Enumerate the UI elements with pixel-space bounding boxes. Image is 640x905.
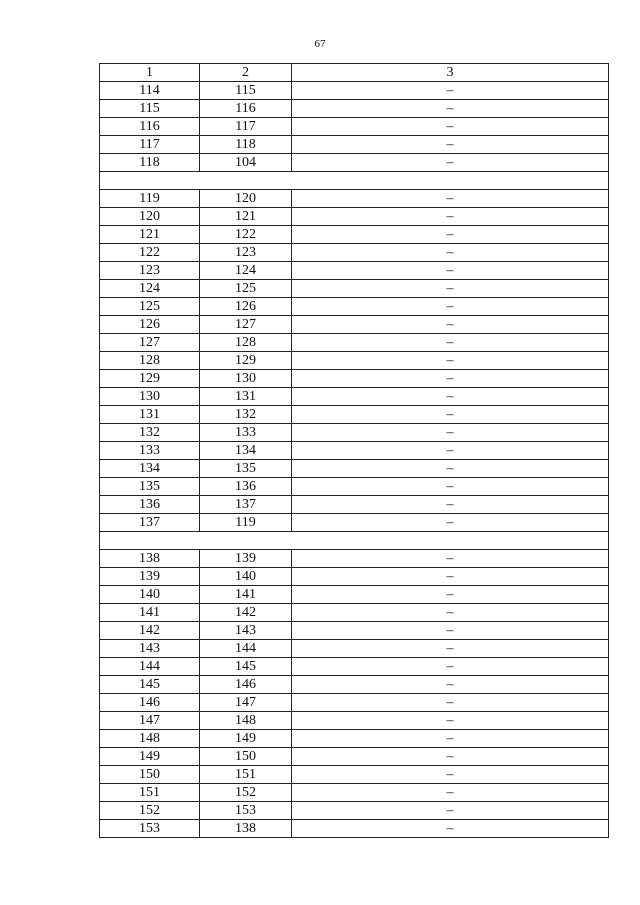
table-cell-col-3: – xyxy=(292,604,609,622)
table-cell-col-3: – xyxy=(292,694,609,712)
table-cell-col-1: 150 xyxy=(100,766,200,784)
table-body xyxy=(100,64,609,838)
table-cell-col-2: 144 xyxy=(200,640,292,658)
table-cell-col-1: 122 xyxy=(100,244,200,262)
table-row xyxy=(100,406,609,424)
table-cell-col-3: – xyxy=(292,226,609,244)
table-row xyxy=(100,154,609,172)
table-cell-col-3: – xyxy=(292,622,609,640)
table-cell-col-3: – xyxy=(292,730,609,748)
table-row xyxy=(100,334,609,352)
table-cell-col-2: 132 xyxy=(200,406,292,424)
column-header-3: 3 xyxy=(292,64,609,82)
table-cell-col-2: 141 xyxy=(200,586,292,604)
table-row xyxy=(100,676,609,694)
table-cell-col-3: – xyxy=(292,406,609,424)
table-cell-col-3: – xyxy=(292,568,609,586)
table-cell-col-3: – xyxy=(292,586,609,604)
table-row xyxy=(100,352,609,370)
table-cell-col-1: 117 xyxy=(100,136,200,154)
table-row xyxy=(100,568,609,586)
separator-cell xyxy=(100,532,609,550)
table-cell-col-2: 133 xyxy=(200,424,292,442)
table-cell-col-3: – xyxy=(292,802,609,820)
table-cell-col-1: 144 xyxy=(100,658,200,676)
table-cell-col-3: – xyxy=(292,388,609,406)
table-cell-col-2: 150 xyxy=(200,748,292,766)
table-cell-col-1: 126 xyxy=(100,316,200,334)
table-cell-col-1: 120 xyxy=(100,208,200,226)
table-cell-col-2: 139 xyxy=(200,550,292,568)
table-cell-col-2: 115 xyxy=(200,82,292,100)
table-cell-col-1: 142 xyxy=(100,622,200,640)
table-row xyxy=(100,784,609,802)
table-cell-col-2: 128 xyxy=(200,334,292,352)
table-row xyxy=(100,208,609,226)
table-row xyxy=(100,478,609,496)
table-cell-col-2: 122 xyxy=(200,226,292,244)
table-row xyxy=(100,514,609,532)
table-row xyxy=(100,802,609,820)
table-cell-col-2: 117 xyxy=(200,118,292,136)
table-row xyxy=(100,370,609,388)
table-cell-col-2: 123 xyxy=(200,244,292,262)
table-cell-col-2: 121 xyxy=(200,208,292,226)
table-cell-col-1: 130 xyxy=(100,388,200,406)
table-cell-col-3: – xyxy=(292,262,609,280)
table-cell-col-3: – xyxy=(292,640,609,658)
table-cell-col-3: – xyxy=(292,136,609,154)
table-cell-col-2: 127 xyxy=(200,316,292,334)
table-cell-col-2: 104 xyxy=(200,154,292,172)
table-cell-col-2: 116 xyxy=(200,100,292,118)
table-cell-col-2: 136 xyxy=(200,478,292,496)
table-cell-col-1: 151 xyxy=(100,784,200,802)
table-cell-col-2: 124 xyxy=(200,262,292,280)
table-row xyxy=(100,622,609,640)
table-cell-col-1: 118 xyxy=(100,154,200,172)
table-cell-col-2: 147 xyxy=(200,694,292,712)
table-cell-col-2: 119 xyxy=(200,514,292,532)
table-cell-col-3: – xyxy=(292,82,609,100)
table-cell-col-1: 129 xyxy=(100,370,200,388)
table-cell-col-1: 114 xyxy=(100,82,200,100)
table-cell-col-1: 152 xyxy=(100,802,200,820)
table-row xyxy=(100,190,609,208)
table-cell-col-1: 140 xyxy=(100,586,200,604)
table-cell-col-2: 126 xyxy=(200,298,292,316)
table-cell-col-2: 140 xyxy=(200,568,292,586)
table-cell-col-2: 146 xyxy=(200,676,292,694)
table-cell-col-3: – xyxy=(292,334,609,352)
table-row xyxy=(100,820,609,838)
table-row xyxy=(100,298,609,316)
table-row xyxy=(100,460,609,478)
column-header-2: 2 xyxy=(200,64,292,82)
table-row xyxy=(100,280,609,298)
table-cell-col-1: 139 xyxy=(100,568,200,586)
table-row xyxy=(100,244,609,262)
table-cell-col-3: – xyxy=(292,424,609,442)
table-cell-col-1: 128 xyxy=(100,352,200,370)
table-row xyxy=(100,82,609,100)
table-cell-col-1: 149 xyxy=(100,748,200,766)
table-row xyxy=(100,442,609,460)
separator-cell xyxy=(100,172,609,190)
table-row xyxy=(100,388,609,406)
table-cell-col-1: 138 xyxy=(100,550,200,568)
table-cell-col-1: 133 xyxy=(100,442,200,460)
table-header-row xyxy=(100,64,609,82)
table-cell-col-2: 149 xyxy=(200,730,292,748)
table-cell-col-2: 151 xyxy=(200,766,292,784)
table-cell-col-2: 143 xyxy=(200,622,292,640)
table-cell-col-1: 136 xyxy=(100,496,200,514)
table-cell-col-3: – xyxy=(292,712,609,730)
table-cell-col-3: – xyxy=(292,748,609,766)
table-cell-col-3: – xyxy=(292,478,609,496)
table-cell-col-3: – xyxy=(292,820,609,838)
table-row xyxy=(100,730,609,748)
table-cell-col-3: – xyxy=(292,784,609,802)
table-cell-col-3: – xyxy=(292,442,609,460)
table-row xyxy=(100,748,609,766)
table-row xyxy=(100,316,609,334)
table-cell-col-1: 153 xyxy=(100,820,200,838)
table-cell-col-1: 115 xyxy=(100,100,200,118)
table-cell-col-2: 135 xyxy=(200,460,292,478)
table-row xyxy=(100,226,609,244)
column-header-1: 1 xyxy=(100,64,200,82)
page-number: 67 xyxy=(314,38,326,50)
table-cell-col-2: 130 xyxy=(200,370,292,388)
table-cell-col-2: 153 xyxy=(200,802,292,820)
table-row xyxy=(100,604,609,622)
table-cell-col-3: – xyxy=(292,676,609,694)
table-cell-col-2: 129 xyxy=(200,352,292,370)
table-cell-col-2: 120 xyxy=(200,190,292,208)
table-cell-col-2: 148 xyxy=(200,712,292,730)
table-cell-col-1: 116 xyxy=(100,118,200,136)
table-cell-col-1: 124 xyxy=(100,280,200,298)
table-cell-col-2: 138 xyxy=(200,820,292,838)
table-cell-col-3: – xyxy=(292,298,609,316)
table-cell-col-2: 118 xyxy=(200,136,292,154)
table-cell-col-3: – xyxy=(292,352,609,370)
table-cell-col-1: 148 xyxy=(100,730,200,748)
table-cell-col-3: – xyxy=(292,460,609,478)
table-cell-col-1: 147 xyxy=(100,712,200,730)
table-cell-col-2: 145 xyxy=(200,658,292,676)
table-row xyxy=(100,118,609,136)
table-cell-col-2: 142 xyxy=(200,604,292,622)
table-row xyxy=(100,766,609,784)
table-cell-col-3: – xyxy=(292,766,609,784)
table-row xyxy=(100,694,609,712)
table-cell-col-3: – xyxy=(292,658,609,676)
table-cell-col-3: – xyxy=(292,244,609,262)
table-cell-col-3: – xyxy=(292,100,609,118)
table-row xyxy=(100,496,609,514)
table-cell-col-1: 132 xyxy=(100,424,200,442)
table-row xyxy=(100,262,609,280)
table-cell-col-2: 125 xyxy=(200,280,292,298)
table-cell-col-2: 152 xyxy=(200,784,292,802)
table-cell-col-1: 127 xyxy=(100,334,200,352)
table-cell-col-1: 123 xyxy=(100,262,200,280)
table-cell-col-3: – xyxy=(292,280,609,298)
table-cell-col-3: – xyxy=(292,496,609,514)
group-separator-row xyxy=(100,532,609,550)
table-cell-col-1: 119 xyxy=(100,190,200,208)
table-row xyxy=(100,712,609,730)
table-row xyxy=(100,640,609,658)
table-cell-col-1: 125 xyxy=(100,298,200,316)
table-cell-col-1: 135 xyxy=(100,478,200,496)
table-cell-col-2: 131 xyxy=(200,388,292,406)
table-row xyxy=(100,550,609,568)
table-cell-col-1: 141 xyxy=(100,604,200,622)
table-cell-col-1: 137 xyxy=(100,514,200,532)
table-cell-col-3: – xyxy=(292,208,609,226)
table-cell-col-1: 121 xyxy=(100,226,200,244)
table-cell-col-3: – xyxy=(292,550,609,568)
table-cell-col-3: – xyxy=(292,370,609,388)
table-cell-col-3: – xyxy=(292,118,609,136)
table-cell-col-1: 131 xyxy=(100,406,200,424)
table-cell-col-3: – xyxy=(292,154,609,172)
group-separator-row xyxy=(100,172,609,190)
table-cell-col-1: 145 xyxy=(100,676,200,694)
table-cell-col-3: – xyxy=(292,190,609,208)
table-cell-col-3: – xyxy=(292,514,609,532)
table-row xyxy=(100,424,609,442)
table-cell-col-1: 134 xyxy=(100,460,200,478)
table-cell-col-2: 137 xyxy=(200,496,292,514)
table-row xyxy=(100,658,609,676)
table-row xyxy=(100,586,609,604)
table-row xyxy=(100,100,609,118)
table-cell-col-1: 143 xyxy=(100,640,200,658)
table-cell-col-1: 146 xyxy=(100,694,200,712)
table-row xyxy=(100,136,609,154)
data-table xyxy=(99,63,609,838)
table-cell-col-3: – xyxy=(292,316,609,334)
table-cell-col-2: 134 xyxy=(200,442,292,460)
